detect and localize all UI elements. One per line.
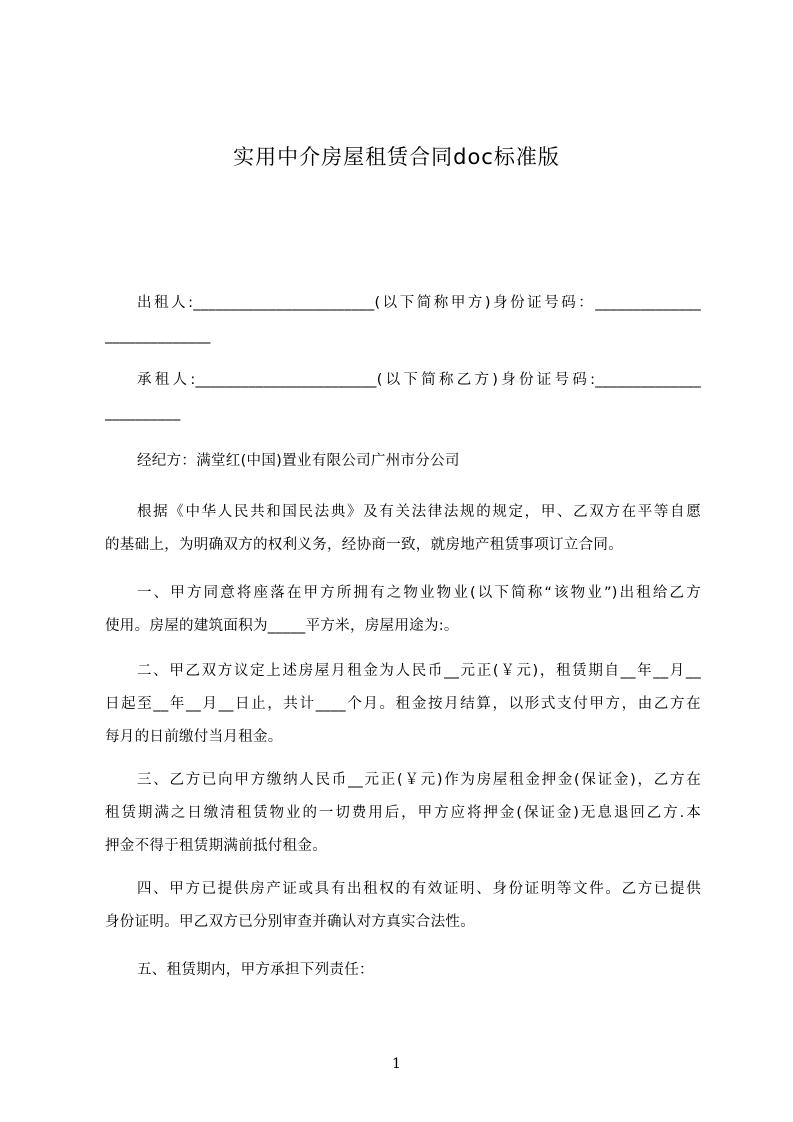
- clause-1-line-1: 一、甲方同意将座落在甲方所拥有之物业物业(以下简称“该物业”)出租给乙方: [137, 585, 701, 601]
- clause-2-paragraph: [105, 655, 701, 754]
- lessee-line-2: __________: [105, 405, 181, 421]
- lessor-paragraph: [105, 287, 701, 353]
- agent-paragraph: [105, 445, 701, 478]
- lessor-line-2: ______________: [105, 328, 211, 344]
- clause-2-line-3: 每月的日前缴付当月租金。: [105, 729, 283, 745]
- clause-4-paragraph: [105, 873, 701, 939]
- preamble-line-1: 根据《中华人民共和国民法典》及有关法律法规的规定，甲、乙双方在平等自愿: [137, 504, 701, 520]
- clause-2-line-1: 二、甲乙双方议定上述房屋月租金为人民币__元正(￥元)，租赁期自__年__月__: [137, 663, 701, 679]
- page-number: 1: [392, 1056, 401, 1072]
- lessee-paragraph: [105, 364, 701, 430]
- clause-3-line-1: 三、乙方已向甲方缴纳人民币__元正(￥元)作为房屋租金押金(保证金)，乙方在: [137, 772, 701, 788]
- clause-5-line-1: 五、租赁期内，甲方承担下列责任：: [137, 962, 374, 978]
- clause-3-paragraph: [105, 764, 701, 863]
- preamble-line-2: 的基础上，为明确双方的权利义务，经协商一致，就房地产租赁事项订立合同。: [105, 537, 623, 553]
- clause-1-line-2: 使用。房屋的建筑面积为_____平方米，房屋用途为:。: [105, 618, 459, 634]
- document-title: 实用中介房屋租赁合同doc标准版: [233, 145, 560, 169]
- agent-line-1: 经纪方：满堂红(中国)置业有限公司广州市分公司: [137, 453, 460, 469]
- lessee-line-1: 承租人:________________________(以下简称乙方)身份证号码:______________: [137, 372, 701, 388]
- clause-1-paragraph: [105, 577, 701, 643]
- clause-5-paragraph: [105, 954, 701, 987]
- clause-3-line-2: 租赁期满之日缴清租赁物业的一切费用后，甲方应将押金(保证金)无息退回乙方.本: [105, 805, 701, 821]
- clause-3-line-3: 押金不得于租赁期满前抵付租金。: [105, 838, 327, 854]
- clause-2-line-2: 日起至__年__月__日止，共计____个月。租金按月结算，以形式支付甲方，由乙方在: [105, 696, 701, 712]
- clause-4-line-2: 身份证明。甲乙双方已分别审查并确认对方真实合法性。: [105, 914, 475, 930]
- lessor-line-1: 出租人:________________________(以下简称甲方)身份证号码：______________: [137, 295, 701, 311]
- preamble-paragraph: [105, 496, 701, 562]
- clause-4-line-1: 四、甲方已提供房产证或具有出租权的有效证明、身份证明等文件。乙方已提供: [137, 881, 701, 897]
